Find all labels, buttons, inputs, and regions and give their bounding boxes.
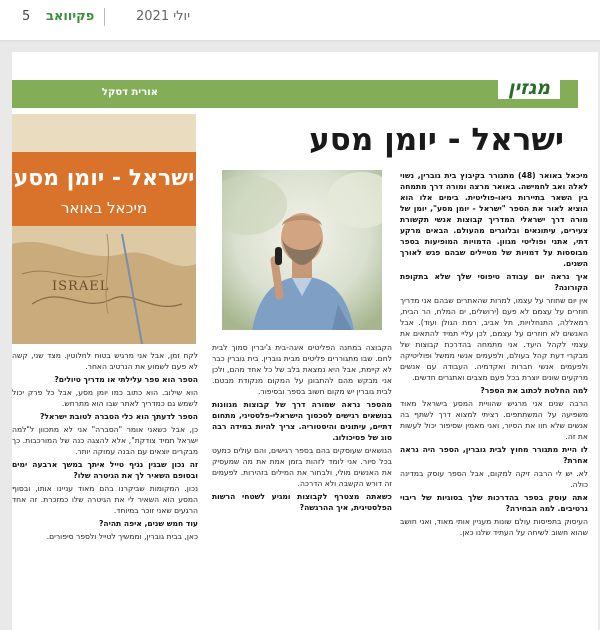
- brand-logo[interactable]: פקיוואב: [46, 9, 95, 24]
- article-paragraph: הוא שילוב. הוא כתוב כמו יומן מסע, אבל כל פרק יכול לשמש גם כמדריך לאתר שבו הוא מתרחש.: [12, 388, 198, 408]
- interview-question: כשאתה מצטרף לקבוצות ומגיע לשטחי הרשות הפלסטינית, איך ההרגשה?: [212, 492, 392, 512]
- interview-question: זה נכון שבגין נגיף טייל איתך במשך ארבעה ימים ובסופם השאיר לך את הגיטרה שלו?: [12, 460, 198, 480]
- interview-question: מהספר נראה שמורה דרך של קבוצות מגוונות בנושאים רגישים לסכסוך הישראלי-פלסטיני, מתחום דתיים, עיתונים והיסטוריה. צריך להיות במידה רבה סוג של פסיכולוג.: [212, 400, 392, 442]
- divider: [104, 8, 105, 26]
- interview-question: עוד חמש שנים, איפה תהיה?: [98, 519, 198, 528]
- interview-question: למה החלטת לכתוב את הספר?: [480, 386, 588, 395]
- author-photo: [222, 170, 382, 330]
- top-bar: [0, 0, 600, 40]
- interview-question: הספר לדעתך הוא כלי הסברה לטובת ישראל?: [39, 412, 198, 421]
- article-paragraph: הרבה שנים אני מרגיש שהוויית המסע בישראל מאוד משפיעה על המשתתפים. רציתי למצוא דרך לשתף בה אנשים שלא חוו את הסיור, ואני מאמין שסיפור יכול לעשות את זה.: [400, 399, 588, 441]
- section-label: מגזין: [498, 77, 560, 99]
- article-paragraph: נכון. המקומות שביקרנו בהם מאוד עניינו אותו, ובסוף המסע הוא השאיר לי את הגיטרה שלו כמזכרת. זה אחד הרגעים שאני זוכר במיוחד.: [12, 484, 198, 515]
- svg-text:ISRAEL: ISRAEL: [52, 279, 110, 294]
- book-cover-author: מיכאל באואר: [60, 199, 148, 217]
- article-paragraph: כאן, בבית גוברין, וממשיך לטייל ולספר סיפורים.: [46, 532, 198, 541]
- book-cover: [12, 114, 196, 344]
- article-paragraph: כן, אבל כשאני אומר "הסברה" אני לא מתכוון ל"למה ישראל תמיד צודקת", אלא להצגה כנה של המורכבות. כך מבקרים יוצאים עם הבנה עמוקה יותר.: [12, 425, 198, 456]
- article-paragraph: הנושאים שעוסקים בהם בספר רגישים, והם עולים כמעט בכל סיור. אני לומד לזהות בזמן אמת את מה שמעסיק את האנשים מולי, ולבחור את המילים בזהירות. לפעמים זה דורש הקשבה ולא הדרכה.: [212, 446, 392, 488]
- section-bar: [12, 80, 578, 108]
- article-column-middle: [212, 342, 392, 625]
- interview-question: לו היית מתגורר מחוץ לבית גוברין, הספר היה נראה אחרת?: [400, 445, 588, 465]
- article-paragraph: לקח זמן, אבל אני מרגיש בטוח לחלוטין. מצד שני, קשה לא פעם לשמוע את הנרטיב האחר.: [12, 351, 198, 371]
- author-name: אורית דסקל: [101, 87, 158, 98]
- article-headline: ישראל - יומן מסע: [309, 122, 564, 158]
- page-number: 5: [22, 9, 31, 24]
- interview-question: הספר הוא ספר עלילתי או מדריך טיולים?: [54, 375, 198, 384]
- article-column-left: [12, 350, 198, 625]
- interview-question: אתה עוסק בספר בהדרכות שלך בסוגיות של ריבוי נרטיבים. למה הבחירה?: [400, 493, 588, 513]
- issue-date: יולי 2021: [136, 9, 190, 24]
- article-paragraph: העיסוק בתפיסות עולם שונות מעניין אותי מאוד, ואני חושב שהוא חשוב לשיחה על העתיד שלנו כאן.: [400, 517, 588, 537]
- article-paragraph: אין יום שחוזר על עצמו, למרות שהאתרים שבהם אני מדריך חוזרים על עצמם לא פעם (ירושלים, ים המלח, הר הבית, רמאללה, התנחלויות, תל אביב, רמת הגולן ועוד). אבל האנשים לא חוזרים על עצמם, לכן עליי תמיד להתאים את עצמי לקהל היעד. אני מתמחה בהדרכת קבוצות של מבקרי דעת קהל בעולם, ולפעמים אנשי ממשל ופוליטיקה ולפעמים אנשי חברות ואקדמיה. העבודה עם אנשים מרקעים שונים יוצרת בכל פעם מצבים ואתגרים חדשים.: [400, 296, 588, 382]
- article-column-right: [400, 170, 588, 625]
- magazine-page: [12, 52, 598, 630]
- article-lead: מיכאל באואר (48) מתגורר בקיבוץ בית גוברין, נשוי לאלה ואב לחמישה. באואר מרצה ומורה דרך מתמחה בין השאר בתיירות גיאו-פוליטית. בימים אלו הוא הוציא לאור את הספר "ישראל - יומן מסע", יומן של מורה דרך ישראלי המדריך קבוצות אנשי תקשורת צעירים, עיתונאים ובלוגרים מהעולם. הבאים מרקע דתי, אתני ופוליטי מגוון. הדמויות המופיעות בספר מבוססות על דמויות של מטיילים שבהם פגש לאורך השנים.: [400, 171, 588, 268]
- article-paragraph: לא. יש לי הרבה זיקה למקום, אבל הספר עוסק במדינה כולה.: [400, 469, 588, 489]
- article-paragraph: הקבוצה במחנה הפליטים איגה-בית ג'יברין סמוך לבית לחם. שבו מתגוררים פליטים מבית גוברין. בית גוברין כבר לא קיימת, אבל היא נמצאת בלב של כל אחד מהם, ולכן אני מבקש מהם להתבונן על המקום מנקודת מבטם. לבית גוברין יש מקום חשוב בספר ובסיפור.: [212, 343, 392, 396]
- interview-question: איך נראה יום עבודה טיפוסי שלך שלא בתקופת הקורונה?: [400, 272, 588, 292]
- book-cover-title: ישראל - יומן מסע: [13, 166, 195, 191]
